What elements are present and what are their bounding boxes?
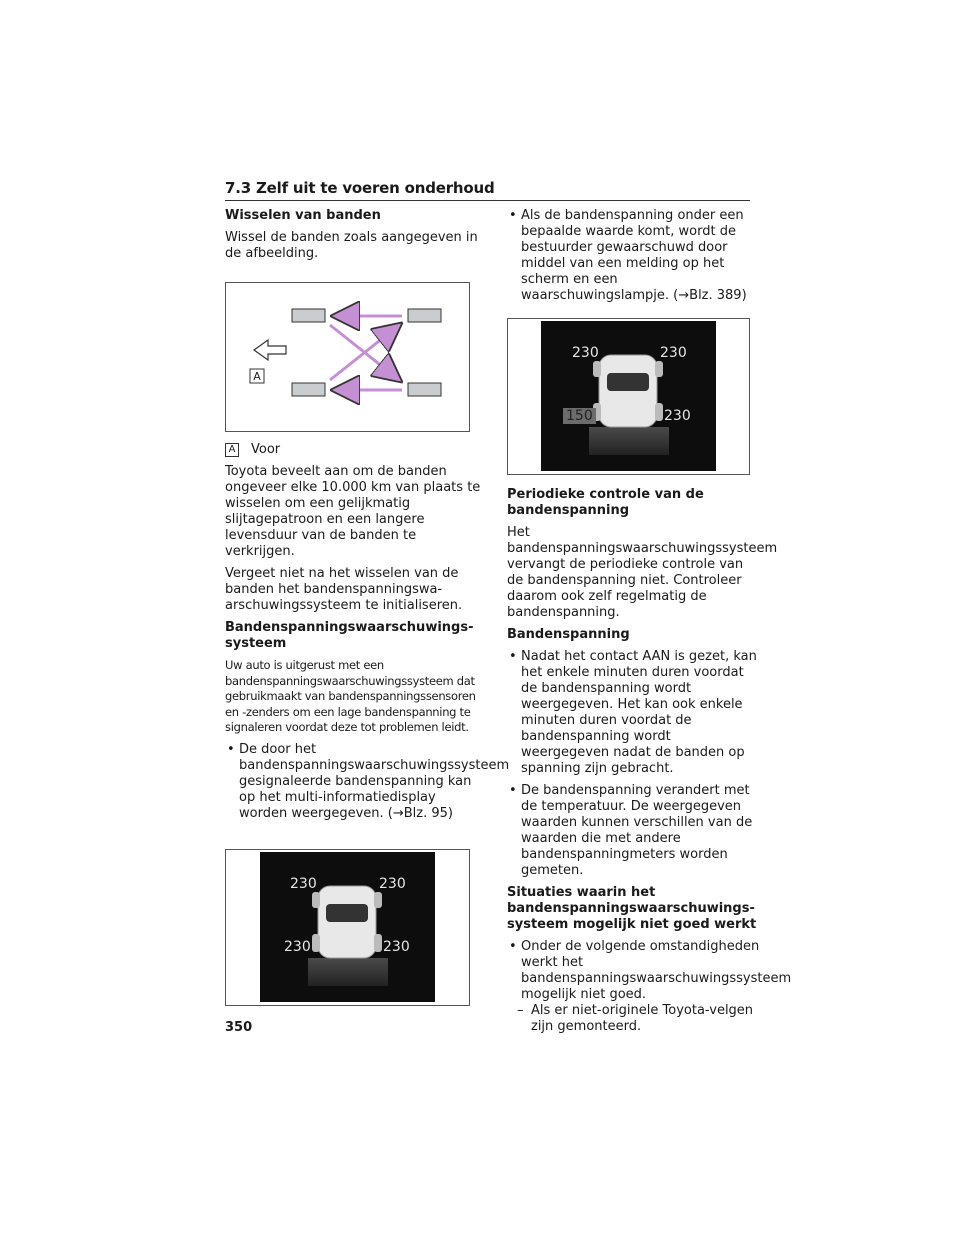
section-header (225, 178, 750, 201)
pressure-bullet-2: • De bandenspanning verandert met de temperatuur. De weergegeven waarden kunnen verschillen van de waarden die met andere bandenspanningmeters worden gemeten. (507, 783, 762, 879)
tire-rotation-figure (225, 282, 470, 432)
tire-value-fl: 230 (572, 345, 599, 361)
legend-letter: A (225, 443, 239, 457)
car-top-view-icon (260, 852, 435, 1002)
rotation-intro: Wissel de banden zoals aangegeven in de afbeelding. (225, 230, 478, 261)
left-column (225, 208, 510, 828)
warn-bullet: • Als de bandenspanning onder een bepaalde waarde komt, wordt de bestuurder gewaarschuwd door middel van een melding op het scherm en een waarschuwingslampje. (→Blz. 389) (507, 208, 762, 304)
situations-subbullet: – Als er niet-originele Toyota-velgen zijn gemonteerd. (507, 1003, 762, 1035)
rotation-diagram (226, 283, 469, 431)
tpms-screen-2 (541, 321, 716, 471)
tire-value-fl: 230 (290, 876, 317, 892)
pressure-heading: Bandenspanning (507, 627, 630, 642)
tpms-heading: Bandenspanningswaarschuwings-systeem (225, 620, 474, 651)
tire-value-rl-low: 150 (563, 408, 596, 424)
front-direction-arrow-icon (254, 340, 286, 360)
tpms-display-figure-2 (507, 318, 750, 475)
periodic-heading: Periodieke controle van de bandenspanning (507, 487, 704, 518)
pressure-bullet-1: • Nadat het contact AAN is gezet, kan het enkele minuten duren voordat de bandenspanning wordt weergegeven. Het kan ook enkele minuten duren voordat de bandenspanning wordt weergegeven nadat de banden op spanning zijn gebracht. (507, 649, 762, 777)
tire-front-left (292, 309, 325, 322)
tpms-display-figure-1 (225, 849, 470, 1006)
situations-heading: Situaties waarin het bandenspanningswaarschuwings-systeem mogelijk niet goed werkt (507, 885, 757, 932)
tpms-bullet: • De door het bandenspanningswaarschuwingssysteem gesignaleerde bandenspanning kan op het multi-informatiedisplay worden weergegeven. (→Blz. 95) (225, 742, 487, 822)
initialize-text: Vergeet niet na het wisselen van de banden het bandenspanningswa-arschuwingssysteem te initialiseren. (225, 566, 463, 613)
label-a-text: A (253, 370, 261, 383)
tire-front-right (408, 309, 441, 322)
tpms-intro: Uw auto is uitgerust met een bandenspanningswaarschuwingssysteem dat gebruikmaakt van bandenspanningssensoren en -zenders om een lage bandenspanning te signaleren voordat deze tot problemen leidt. (225, 658, 476, 734)
rotation-heading: Wisselen van banden (225, 208, 381, 223)
tire-value-rl: 230 (284, 939, 311, 955)
tire-rear-right (408, 383, 441, 396)
situations-bullet: • Onder de volgende omstandigheden werkt het bandenspanningswaarschuwingssysteem mogelijk niet goed. (507, 939, 762, 1003)
tpms-screen-1 (260, 852, 435, 1002)
tire-value-fr: 230 (379, 876, 406, 892)
page-number: 350 (225, 1020, 253, 1035)
tire-value-rr: 230 (664, 408, 691, 424)
legend-row (225, 442, 487, 458)
recommend-text: Toyota beveelt aan om de banden ongeveer elke 10.000 km van plaats te wisselen om een gelijkmatig slijtagepatroon en een langere levensduur van de banden te verkrijgen. (225, 464, 481, 559)
tire-rear-left (292, 383, 325, 396)
tire-value-rr: 230 (383, 939, 410, 955)
section-title: 7.3 Zelf uit te voeren onderhoud (225, 179, 495, 197)
tire-value-fr: 230 (660, 345, 687, 361)
legend-text: Voor (251, 442, 281, 457)
right-column (507, 208, 792, 1035)
periodic-text: Het bandenspanningswaarschuwingssysteem vervangt de periodieke controle van de bandenspanning niet. Controleer daarom ook zelf regelmatig de bandenspanning. (507, 525, 778, 620)
car-top-view-icon (541, 321, 716, 471)
